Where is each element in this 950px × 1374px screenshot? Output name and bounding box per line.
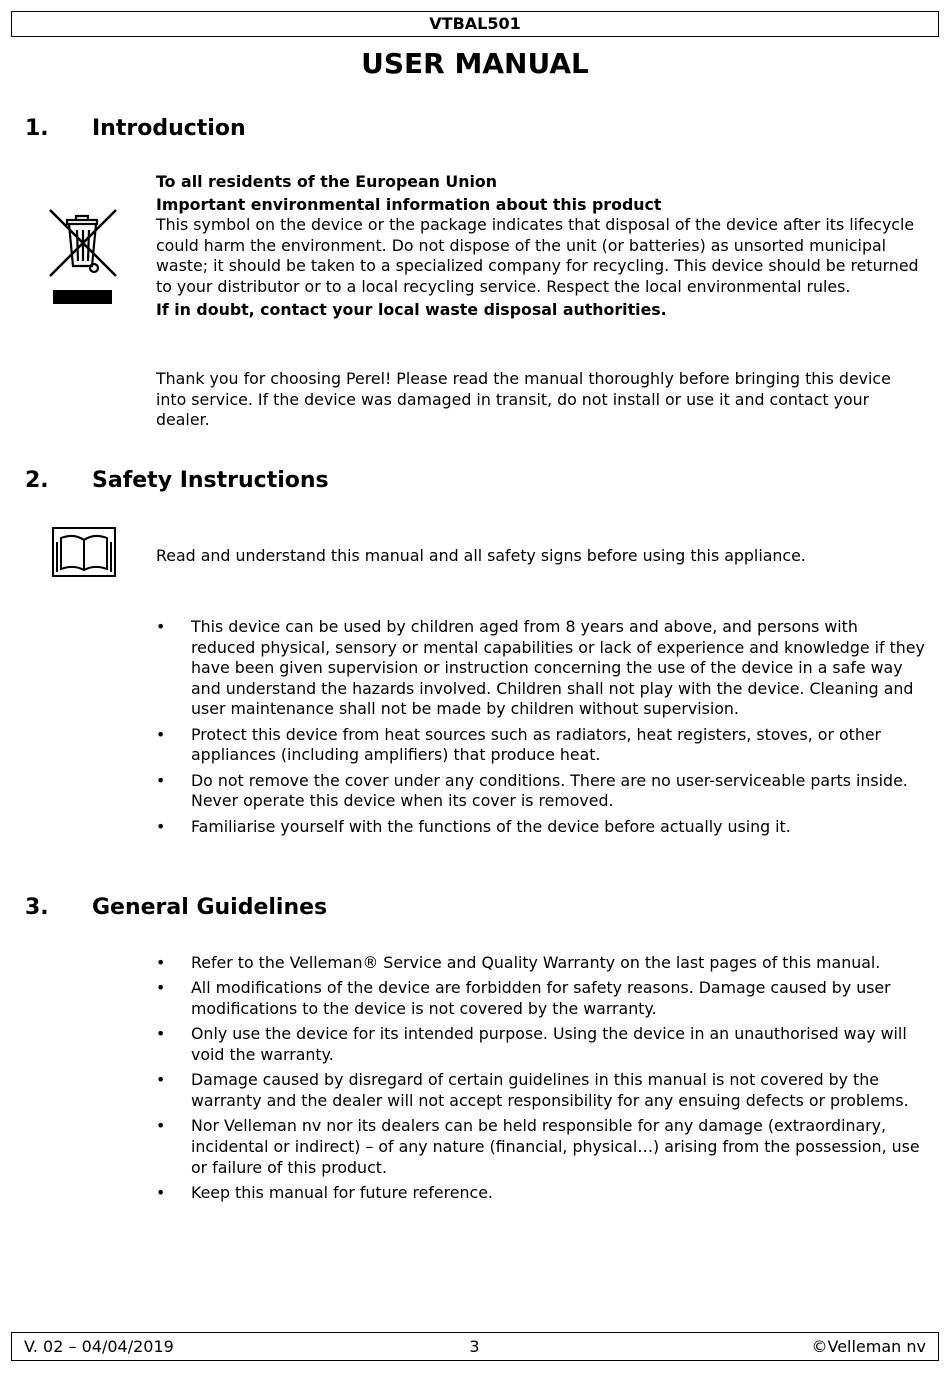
list-item: • Refer to the Velleman® Service and Quality Warranty on the last pages of this manual. <box>156 953 881 972</box>
list-item: • Nor Velleman nv nor its dealers can be held responsible for any damage (extraordinary, incidental or indirect) – of any nature (financial, physical…) arising from the possession, use or failure of this product. <box>156 1116 920 1177</box>
open-book-icon <box>51 526 117 582</box>
header-model-box <box>11 11 939 37</box>
section-number: 2. <box>25 468 49 493</box>
list-item: • All modifications of the device are forbidden for safety reasons. Damage caused by user modifications to the device is not covered by the warranty. <box>156 978 891 1018</box>
eu-residents-heading: To all residents of the European Union <box>156 172 497 191</box>
eu-doubt-note: If in doubt, contact your local waste disposal authorities. <box>156 299 667 319</box>
section-title: Safety Instructions <box>92 468 329 493</box>
list-item: • Protect this device from heat sources such as radiators, heat registers, stoves, or other appliances (including amplifiers) that produce heat. <box>156 724 882 765</box>
list-item: • Do not remove the cover under any conditions. There are no user-serviceable parts inside. Never operate this device when its cover is removed. <box>156 770 908 811</box>
safety-bullet-list <box>156 617 926 842</box>
read-manual-note: Read and understand this manual and all safety signs before using this appliance. <box>156 546 806 565</box>
eu-disposal-notice <box>156 172 926 320</box>
document-title: USER MANUAL <box>361 47 589 80</box>
crossed-out-bin-icon <box>48 206 120 310</box>
list-item: • Damage caused by disregard of certain guidelines in this manual is not covered by the warranty and the dealer will not accept responsibility for any ensuing defects or problems. <box>156 1070 909 1110</box>
version-date: V. 02 – 04/04/2019 <box>24 1337 174 1356</box>
copyright-notice: ©Velleman nv <box>811 1337 926 1356</box>
thank-you-paragraph: Thank you for choosing Perel! Please read the manual thoroughly before bringing this device into service. If the device was damaged in transit, do not install or use it and contact your dealer. <box>156 369 891 430</box>
page-footer <box>11 1332 939 1361</box>
environment-info-heading: Important environmental information about this product <box>156 194 662 214</box>
section-number: 1. <box>25 116 49 141</box>
guidelines-bullet-list <box>156 953 926 1208</box>
list-item: • Familiarise yourself with the functions of the device before actually using it. <box>156 816 791 836</box>
eu-disposal-body: This symbol on the device or the package indicates that disposal of the device after its lifecycle could harm the environment. Do not dispose of the unit (or batteries) as unsorted municipal waste; it should be taken to a specialized company for recycling. This device should be returned to your distributor or to a local recycling service. Respect the local environmental rules. <box>156 215 919 296</box>
model-code: VTBAL501 <box>429 14 521 33</box>
section-number: 3. <box>25 895 49 920</box>
list-item: • Keep this manual for future reference. <box>156 1182 493 1202</box>
section-title: General Guidelines <box>92 895 328 920</box>
page-number: 3 <box>469 1337 480 1356</box>
section-title: Introduction <box>92 116 246 141</box>
list-item: • This device can be used by children aged from 8 years and above, and persons with reduced physical, sensory or mental capabilities or lack of experience and knowledge if they have been given supervision or instruction concerning the use of the device in a safe way and understand the hazards involved. Children shall not play with the device. Cleaning and user maintenance shall not be made by children without supervision. <box>156 617 925 719</box>
list-item: • Only use the device for its intended purpose. Using the device in an unauthorised way will void the warranty. <box>156 1024 907 1064</box>
